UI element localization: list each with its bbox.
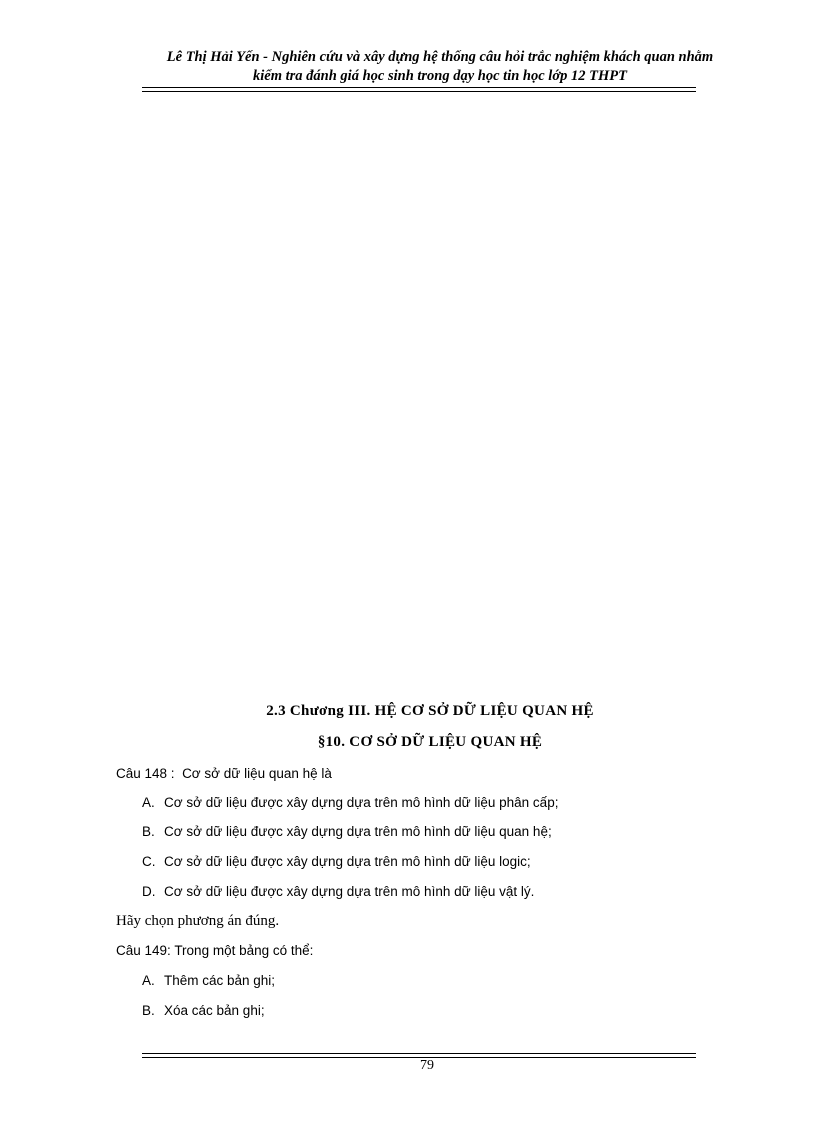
question-148 xyxy=(116,766,332,781)
option-text: Xóa các bản ghi; xyxy=(164,1003,265,1018)
header-rule xyxy=(142,87,696,92)
option-letter: D. xyxy=(142,884,156,899)
question-label: Câu 149: xyxy=(116,943,171,958)
page-number: 79 xyxy=(420,1058,434,1073)
option-text: Cơ sở dữ liệu được xây dựng dựa trên mô hình dữ liệu logic; xyxy=(164,854,531,869)
option-letter: C. xyxy=(142,854,156,869)
header-line-1: Lê Thị Hải Yến - Nghiên cứu và xây dựng hệ thống câu hỏi trắc nghiệm khách quan nhằm xyxy=(166,49,714,65)
option-letter: A. xyxy=(142,973,155,988)
question-label: Câu 148 : xyxy=(116,766,175,781)
header-line-2: kiểm tra đánh giá học sinh trong dạy học tin học lớp 12 THPT xyxy=(253,68,627,84)
instruction-text: Hãy chọn phương án đúng. xyxy=(116,913,280,929)
option-b xyxy=(142,824,552,839)
option-d xyxy=(142,884,534,899)
chapter-title: 2.3 Chương III. HỆ CƠ SỞ DỮ LIỆU QUAN HỆ xyxy=(266,703,594,719)
section-title: §10. CƠ SỞ DỮ LIỆU QUAN HỆ xyxy=(317,734,543,750)
question-149 xyxy=(116,943,313,958)
option-a xyxy=(142,795,558,810)
option-letter: B. xyxy=(142,1003,155,1018)
question-text: Trong một bảng có thể: xyxy=(174,943,314,958)
option-b xyxy=(142,1003,265,1018)
option-text: Cơ sở dữ liệu được xây dựng dựa trên mô hình dữ liệu vật lý. xyxy=(164,884,535,899)
option-c xyxy=(142,854,531,869)
option-letter: A. xyxy=(142,795,155,810)
option-letter: B. xyxy=(142,824,155,839)
option-a xyxy=(142,973,275,988)
option-text: Cơ sở dữ liệu được xây dựng dựa trên mô hình dữ liệu phân cấp; xyxy=(164,795,559,810)
option-text: Thêm các bản ghi; xyxy=(164,973,276,988)
page-header xyxy=(100,48,780,86)
question-text: Cơ sở dữ liệu quan hệ là xyxy=(182,766,332,781)
option-text: Cơ sở dữ liệu được xây dựng dựa trên mô hình dữ liệu quan hệ; xyxy=(164,824,552,839)
